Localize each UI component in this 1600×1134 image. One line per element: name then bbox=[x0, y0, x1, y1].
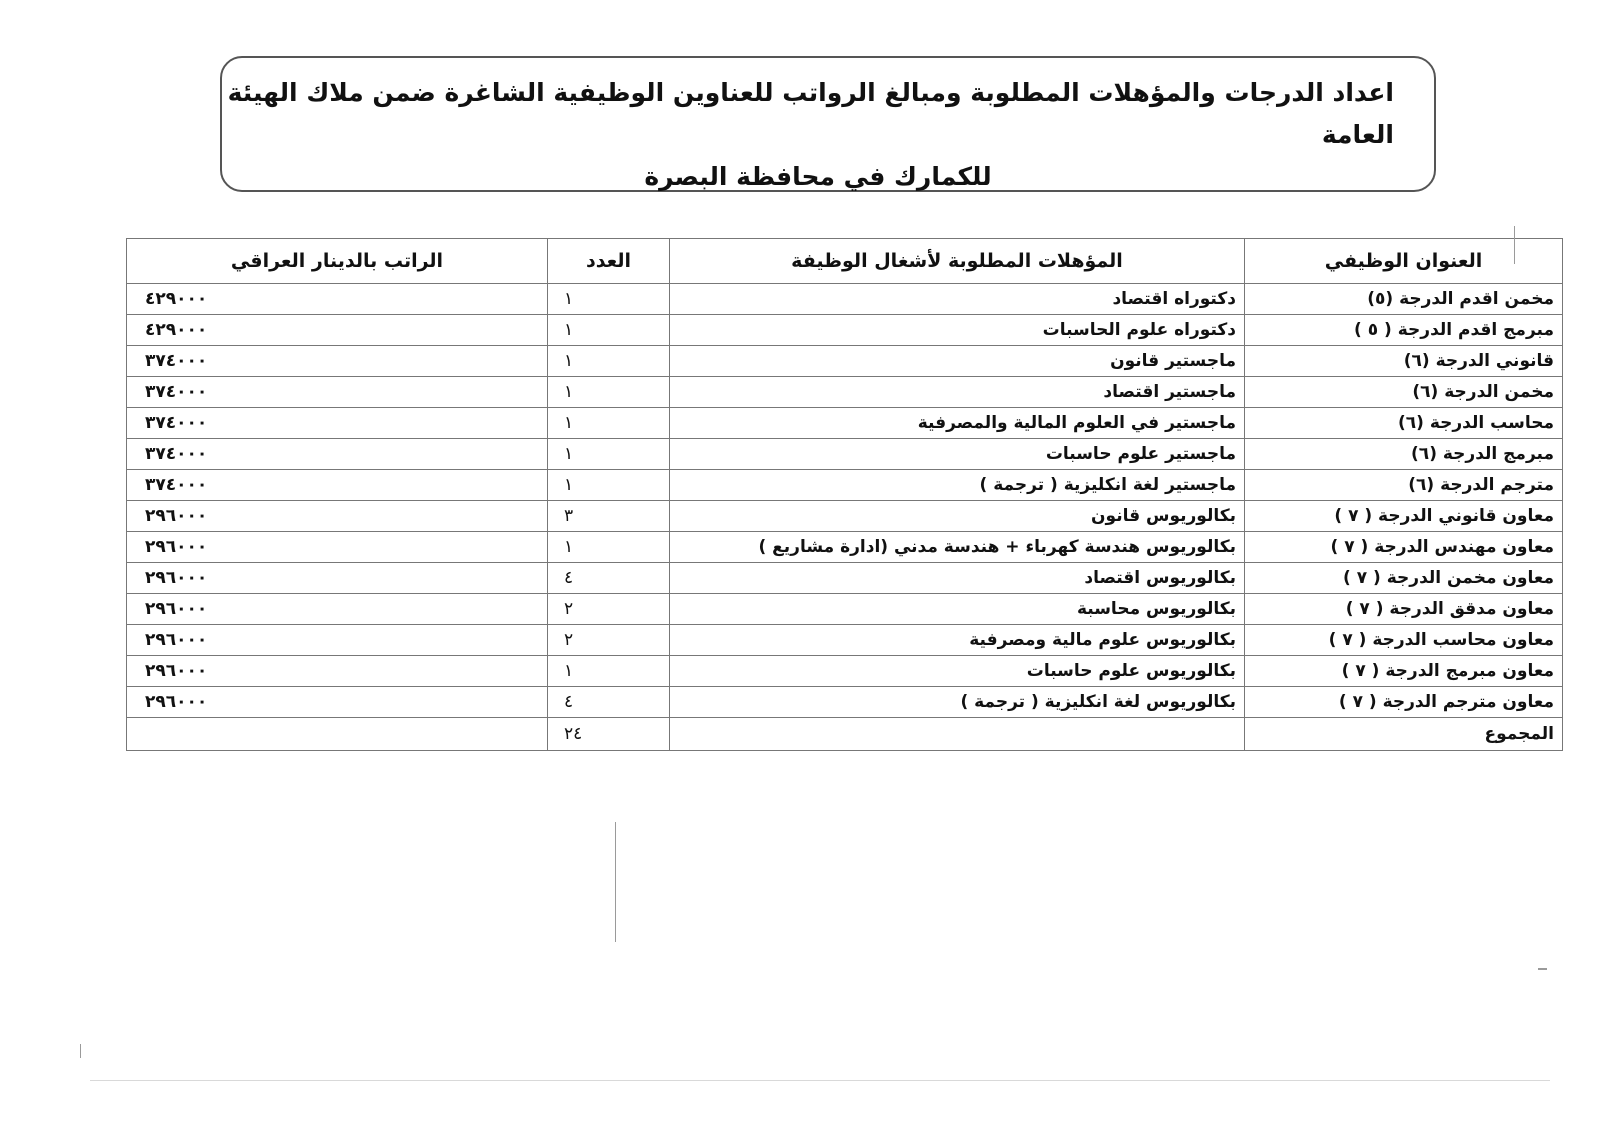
table-row bbox=[127, 501, 1563, 532]
cell-qualification: دكتوراه اقتصاد bbox=[670, 284, 1245, 315]
vacancies-table bbox=[126, 238, 1563, 751]
cell-job-title: مترجم الدرجة (٦) bbox=[1245, 470, 1563, 501]
cell-job-title: معاون مخمن الدرجة ( ٧ ) bbox=[1245, 563, 1563, 594]
cell-job-title: معاون مهندس الدرجة ( ٧ ) bbox=[1245, 532, 1563, 563]
cell-qualification: بكالوريوس اقتصاد bbox=[670, 563, 1245, 594]
cell-qualification: بكالوريوس علوم حاسبات bbox=[670, 656, 1245, 687]
table-row bbox=[127, 315, 1563, 346]
document-title-line1: اعداد الدرجات والمؤهلات المطلوبة ومبالغ الرواتب للعناوين الوظيفية الشاغرة ضمن ملاك الهيئة العامة bbox=[227, 78, 1394, 149]
cell-qualification: بكالوريوس هندسة كهرباء + هندسة مدني (ادارة مشاريع ) bbox=[670, 532, 1245, 563]
cell-count: ٣ bbox=[548, 501, 670, 532]
cell-job-title: معاون محاسب الدرجة ( ٧ ) bbox=[1245, 625, 1563, 656]
table-row bbox=[127, 625, 1563, 656]
cell-count: ١ bbox=[548, 532, 670, 563]
document-title-line2: للكمارك في محافظة البصرة bbox=[644, 162, 992, 191]
cell-job-title: معاون مترجم الدرجة ( ٧ ) bbox=[1245, 687, 1563, 718]
cell-salary: ٢٩٦٠٠٠ bbox=[127, 594, 548, 625]
scan-mark bbox=[615, 822, 616, 942]
cell-count: ١ bbox=[548, 470, 670, 501]
table-row bbox=[127, 377, 1563, 408]
table-row bbox=[127, 594, 1563, 625]
cell-salary: ٢٩٦٠٠٠ bbox=[127, 687, 548, 718]
scan-mark bbox=[1538, 968, 1547, 970]
cell-count: ١ bbox=[548, 439, 670, 470]
cell-qualification: دكتوراه علوم الحاسبات bbox=[670, 315, 1245, 346]
cell-salary: ٣٧٤٠٠٠ bbox=[127, 408, 548, 439]
cell-count: ١ bbox=[548, 408, 670, 439]
cell-salary: ٢٩٦٠٠٠ bbox=[127, 625, 548, 656]
cell-count: ٤ bbox=[548, 563, 670, 594]
total-qualification-empty bbox=[670, 718, 1245, 751]
cell-count: ١ bbox=[548, 346, 670, 377]
cell-salary: ٣٧٤٠٠٠ bbox=[127, 346, 548, 377]
cell-qualification: ماجستير في العلوم المالية والمصرفية bbox=[670, 408, 1245, 439]
cell-job-title: معاون قانوني الدرجة ( ٧ ) bbox=[1245, 501, 1563, 532]
cell-qualification: بكالوريوس علوم مالية ومصرفية bbox=[670, 625, 1245, 656]
cell-qualification: بكالوريوس لغة انكليزية ( ترجمة ) bbox=[670, 687, 1245, 718]
cell-qualification: بكالوريوس محاسبة bbox=[670, 594, 1245, 625]
table-row bbox=[127, 439, 1563, 470]
table-row bbox=[127, 563, 1563, 594]
cell-qualification: ماجستير اقتصاد bbox=[670, 377, 1245, 408]
cell-job-title: معاون مدقق الدرجة ( ٧ ) bbox=[1245, 594, 1563, 625]
total-count: ٢٤ bbox=[548, 718, 670, 751]
scan-mark bbox=[90, 1080, 1550, 1081]
cell-job-title: معاون مبرمج الدرجة ( ٧ ) bbox=[1245, 656, 1563, 687]
cell-salary: ٣٧٤٠٠٠ bbox=[127, 377, 548, 408]
cell-qualification: بكالوريوس قانون bbox=[670, 501, 1245, 532]
cell-count: ٢ bbox=[548, 594, 670, 625]
cell-salary: ٢٩٦٠٠٠ bbox=[127, 501, 548, 532]
table-row bbox=[127, 284, 1563, 315]
cell-salary: ٣٧٤٠٠٠ bbox=[127, 470, 548, 501]
table-row bbox=[127, 408, 1563, 439]
table-row bbox=[127, 346, 1563, 377]
cell-count: ١ bbox=[548, 377, 670, 408]
cell-salary: ٢٩٦٠٠٠ bbox=[127, 532, 548, 563]
cell-salary: ٣٧٤٠٠٠ bbox=[127, 439, 548, 470]
cell-job-title: مبرمج الدرجة (٦) bbox=[1245, 439, 1563, 470]
scan-mark bbox=[1514, 226, 1515, 264]
table-row bbox=[127, 470, 1563, 501]
document-title-box bbox=[220, 56, 1436, 192]
cell-count: ١ bbox=[548, 284, 670, 315]
table-row bbox=[127, 656, 1563, 687]
cell-count: ١ bbox=[548, 656, 670, 687]
table-total-row bbox=[127, 718, 1563, 751]
cell-salary: ٤٢٩٠٠٠ bbox=[127, 284, 548, 315]
total-label: المجموع bbox=[1245, 718, 1563, 751]
total-salary-empty bbox=[127, 718, 548, 751]
table-row bbox=[127, 687, 1563, 718]
header-count: العدد bbox=[548, 239, 670, 284]
cell-job-title: محاسب الدرجة (٦) bbox=[1245, 408, 1563, 439]
table-row bbox=[127, 532, 1563, 563]
cell-job-title: قانوني الدرجة (٦) bbox=[1245, 346, 1563, 377]
cell-salary: ٤٢٩٠٠٠ bbox=[127, 315, 548, 346]
cell-qualification: ماجستير علوم حاسبات bbox=[670, 439, 1245, 470]
cell-job-title: مبرمج اقدم الدرجة ( ٥ ) bbox=[1245, 315, 1563, 346]
header-job-title: العنوان الوظيفي bbox=[1245, 239, 1563, 284]
cell-qualification: ماجستير لغة انكليزية ( ترجمة ) bbox=[670, 470, 1245, 501]
cell-job-title: مخمن الدرجة (٦) bbox=[1245, 377, 1563, 408]
cell-count: ١ bbox=[548, 315, 670, 346]
cell-qualification: ماجستير قانون bbox=[670, 346, 1245, 377]
scan-mark bbox=[80, 1044, 81, 1058]
table-header-row bbox=[127, 239, 1563, 284]
header-salary: الراتب بالدينار العراقي bbox=[127, 239, 548, 284]
cell-job-title: مخمن اقدم الدرجة (٥) bbox=[1245, 284, 1563, 315]
table-body bbox=[127, 284, 1563, 751]
cell-count: ٤ bbox=[548, 687, 670, 718]
cell-salary: ٢٩٦٠٠٠ bbox=[127, 656, 548, 687]
cell-count: ٢ bbox=[548, 625, 670, 656]
cell-salary: ٢٩٦٠٠٠ bbox=[127, 563, 548, 594]
header-qualification: المؤهلات المطلوبة لأشغال الوظيفة bbox=[670, 239, 1245, 284]
